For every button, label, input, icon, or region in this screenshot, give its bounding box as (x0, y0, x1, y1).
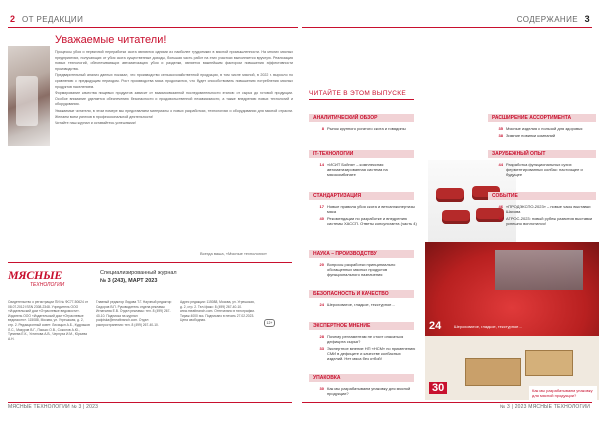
toc-entry[interactable] (309, 126, 414, 138)
toc-entry-title: Вопросы разработки принципиально обогащенных мясных продуктов функционального назначения (327, 262, 396, 277)
toc-entry-title: Рынок крупного рогатого скота и говядины (327, 126, 406, 131)
page-header (8, 12, 298, 28)
section-label: ОТ РЕДАКЦИИ (22, 15, 84, 24)
editorial-photo (8, 46, 50, 146)
toc-entry[interactable] (309, 302, 414, 312)
imprint-col-1: Свидетельство о регистрации ПИ № ФС77-50624 от 08.07.2012 ISSN 2308-2348. Учредитель ООО «Издательский дом «Отраслевые ведомости». Издатель ООО «Издательский дом «Отраслевые ведомости». 115088, Москва, ул. Угрешская, д. 2, стр. 2. Редакционный совет: Лисицын А.Б., Кудряшов Л.С., Мазуров В.Г., Пасько О.В., Соколов А.Ю., Туниева Е.К., Устинова А.В., Чернуха И.М., Юрьева А.Н. (8, 300, 90, 341)
toc-section: НАУКА – ПРОИЗВОДСТВУ (309, 250, 414, 258)
paragraph: Формирование качества пищевых продуктов зависит от взаимосвязанной последовательности этапов: от сырья до готовой продукции. Особое внимание уделяется обеспечению безопасности и продовольственной независимости, а также внедрению новых технологий и оборудования. (55, 91, 293, 107)
paragraph: Уважаемые читатели, в этом номере мы представляем материалы о новых разработках, технологиях и оборудовании для мясной отрасли. Желаем всем успехов в профессиональной деятельности! (55, 108, 293, 119)
toc-page-number: 28 (319, 334, 324, 339)
toc-page-number: 56 (498, 216, 503, 221)
toc-entry-title: Шероховатое, гладкое, текстурное… (327, 302, 396, 307)
caption-text: Как мы разрабатываем упаковку для мясной продукции? (529, 386, 597, 400)
journal-issue: № 3 (243), МАРТ 2023 (100, 278, 158, 284)
journal-logo: МЯСНЫЕ (8, 268, 63, 282)
editorial-title: Уважаемые читатели! (55, 34, 167, 46)
toc-entry[interactable] (309, 162, 414, 178)
toc-entry[interactable] (488, 216, 596, 228)
toc-entry-title: «ИСИТ Бойня» – комплексная автоматизированная система на мясокомбинате (327, 162, 388, 177)
journal-type: Специализированный журнал (100, 270, 177, 276)
toc-entry[interactable] (309, 346, 414, 366)
toc-entry[interactable] (309, 334, 414, 344)
footer-rule (8, 402, 292, 403)
toc-section: IT-ТЕХНОЛОГИИ (309, 150, 414, 158)
editorial-body (55, 50, 293, 128)
toc-entry[interactable] (309, 386, 414, 398)
toc-section: УПАКОВКА (309, 374, 414, 382)
toc-section: ЗАРУБЕЖНЫЙ ОПЫТ (488, 150, 596, 158)
toc-title: ЧИТАЙТЕ В ЭТОМ ВЫПУСКЕ (309, 90, 406, 97)
caption-number: 24 (429, 320, 442, 332)
toc-section: АНАЛИТИЧЕСКИЙ ОБЗОР (309, 114, 414, 122)
toc-entry[interactable] (309, 262, 414, 278)
caption-number: 30 (429, 382, 447, 394)
factory-floor-photo (425, 242, 599, 336)
toc-page-number: 46 (498, 204, 503, 209)
toc-section: РАСШИРЕНИЕ АССОРТИМЕНТА (488, 114, 596, 122)
page-footer: № 3 | 2023 МЯСНЫЕ ТЕХНОЛОГИИ (499, 404, 590, 410)
toc-page-number: 17 (319, 204, 324, 209)
toc-entry[interactable] (488, 133, 596, 143)
toc-page-number: 35 (498, 126, 503, 131)
paragraph: Процессы убоя и первичной переработки скота являются одними из наиболее трудоемких в мясной промышленности. На многих мясных предприятиях, получающих от убоя скота существенные доходы, большая часть работ на этих участках выполняется вручную. Реализация новых технологий, обеспечивающих автоматизацию убоя и разделки, является важнейшим фактором повышения эффективности производства. (55, 50, 293, 71)
age-rating-badge: 12+ (264, 319, 275, 327)
cardboard-box (465, 358, 521, 386)
divider (8, 262, 292, 263)
imprint-col-3: Адрес редакции: 115088, Москва, ул. Угрешская, д. 2, стр. 2. Тел./факс: 8 (499) 267-40-10. www.meatbranch.com. Отпечатано в типографии. Тираж 4000 экз. Подписано в печать 27.02.2023. Цена свободная. (180, 300, 256, 323)
paragraph: Предварительный анализ данных показал, что производство сельскохозяйственной продукции, в том числе мясной, в 2022 г. выросло по сравнению с предыдущим периодом. Рост производства мяса продолжится, что будет способствовать повышению потребления мясных продуктов населением. (55, 73, 293, 89)
toc-page-number: 30 (319, 386, 324, 391)
product-tray (436, 188, 464, 202)
imprint-col-2: Главный редактор Лядова Т.Г. Научный редактор Сидоров В.П. Руководитель отдела рекламы Игнатьева Е.В. Отдел рекламы: тел. 8 (499) 267-40-10. Подписка на журнал podpiska@meatbranch.com. Отдел распространения: тел. 8 (499) 267-40-10. (96, 300, 172, 327)
footer-rule (302, 402, 592, 403)
toc-entry-title: Рекомендации по разработке и внедрению системы ХАССП. Ответы консультанта (часть 4) (327, 216, 417, 226)
toc-section: СОБЫТИЕ (488, 192, 596, 200)
section-label: СОДЕРЖАНИЕ (516, 15, 578, 24)
toc-entry[interactable] (309, 216, 417, 232)
page-footer: МЯСНЫЕ ТЕХНОЛОГИИ № 3 | 2023 (8, 404, 99, 410)
toc-page-number: 14 (319, 162, 324, 167)
toc-section: СТАНДАРТИЗАЦИЯ (309, 192, 414, 200)
page-number: 2 (10, 14, 16, 24)
cardboard-box (525, 350, 573, 376)
toc-page-number: 38 (498, 133, 503, 138)
toc-entry-title: Мясные изделия с пользой для здоровья (506, 126, 583, 131)
paragraph: Читайте наш журнал и оставайтесь успешными! (55, 121, 136, 126)
toc-entry[interactable] (488, 204, 596, 214)
page-number: 3 (584, 14, 590, 24)
page-header (302, 12, 592, 28)
toc-page-number: 24 (319, 302, 324, 307)
toc-page-number: 8 (321, 126, 324, 131)
toc-entry-title: Экспертное мнение НП «НСМ» по применению СМИ в дефиците и качестве колбасных изделий. Нет мяса без отбой! (327, 346, 416, 361)
toc-entry-title: «ПРОДЭКСПО-2023» – новые часы выставки Шахова (506, 204, 591, 214)
toc-page-number: 44 (498, 162, 503, 167)
toc-entry[interactable] (488, 162, 596, 178)
toc-page-number: 33 (319, 346, 324, 351)
journal-logo-subtitle: ТЕХНОЛОГИИ (30, 282, 65, 288)
product-tray (442, 210, 470, 224)
toc-section: БЕЗОПАСНОСТЬ И КАЧЕСТВО (309, 290, 414, 298)
signature: Всегда ваша, «Мясные технологии» (200, 251, 267, 256)
packaging-photo (425, 336, 599, 400)
toc-entry-title: Почему регламентам не стоит опасаться дефицита сырья? (327, 334, 404, 344)
toc-entry[interactable] (309, 204, 414, 214)
toc-entry-title: Новые правила убоя скота и ветсанэкспертизы мяса (327, 204, 415, 214)
toc-entry-title: Как мы разрабатываем упаковку для мясной продукции? (327, 386, 411, 396)
machinery (495, 250, 583, 290)
toc-entry-title: Зимние новинки компаний (506, 133, 556, 138)
toc-page-number: 20 (319, 262, 324, 267)
caption-text: Шероховатое, гладкое, текстурное… (454, 324, 523, 329)
toc-page-number: 40 (319, 216, 324, 221)
right-page (300, 0, 600, 424)
toc-section: ЭКСПЕРТНОЕ МНЕНИЕ (309, 322, 414, 330)
toc-entry-title: АГРОС-2023: новый рубеж развития выставки успешно воплотился! (506, 216, 593, 226)
toc-entry-title: Разработка функциональных сухих ферментированных колбас: настоящее и будущее (506, 162, 583, 177)
